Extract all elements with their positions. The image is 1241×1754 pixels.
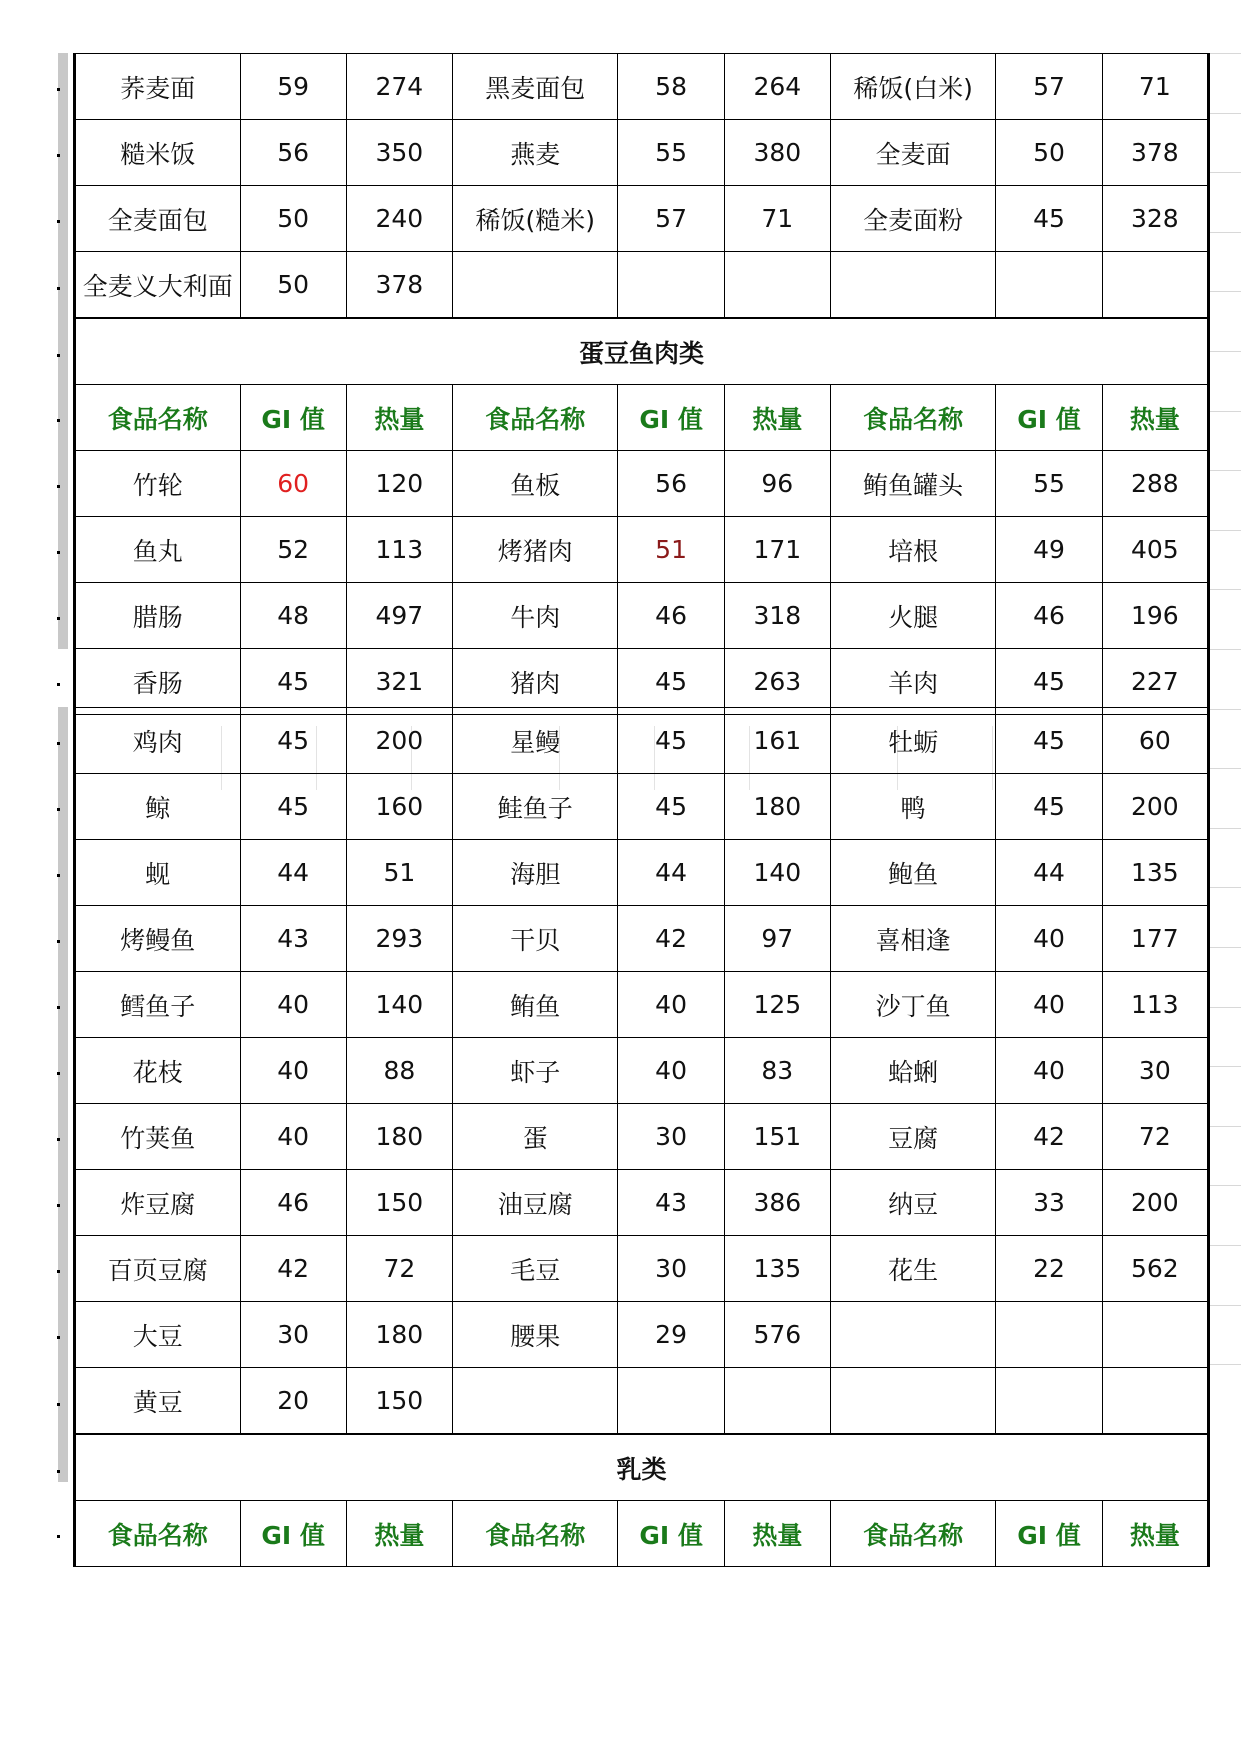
ghost-grid-line xyxy=(1210,1364,1241,1365)
gi-value-cell: 45 xyxy=(618,649,724,715)
gi-value-cell: 50 xyxy=(240,186,346,252)
table-row xyxy=(75,583,1209,649)
calorie-cell xyxy=(1102,1368,1208,1435)
calorie-cell xyxy=(724,1368,830,1435)
food-name-cell: 干贝 xyxy=(452,906,618,972)
calorie-cell: 140 xyxy=(724,840,830,906)
gi-value-cell: 42 xyxy=(240,1236,346,1302)
food-name-cell: 竹荚鱼 xyxy=(75,1104,241,1170)
gi-value-cell: 44 xyxy=(618,840,724,906)
food-name-cell: 全麦面包 xyxy=(75,186,241,252)
food-name-cell: 腊肠 xyxy=(75,583,241,649)
ghost-grid-line xyxy=(1210,530,1241,531)
food-name-cell: 鱼丸 xyxy=(75,517,241,583)
ghost-grid-line xyxy=(1210,53,1241,54)
food-name-cell: 烤鳗鱼 xyxy=(75,906,241,972)
gi-value-cell: 40 xyxy=(996,906,1102,972)
calorie-cell: 562 xyxy=(1102,1236,1208,1302)
gi-value-cell: 56 xyxy=(240,120,346,186)
calorie-cell: 97 xyxy=(724,906,830,972)
row-marker-dot xyxy=(57,940,60,943)
food-name-cell xyxy=(830,1368,996,1435)
calorie-cell: 288 xyxy=(1102,451,1208,517)
table-row xyxy=(75,1368,1209,1435)
gi-value-cell: 45 xyxy=(240,774,346,840)
calorie-cell: 71 xyxy=(724,186,830,252)
calorie-cell: 71 xyxy=(1102,54,1208,120)
header-gi-value: GI 值 xyxy=(996,1501,1102,1567)
header-gi-value: GI 值 xyxy=(996,385,1102,451)
food-name-cell: 毛豆 xyxy=(452,1236,618,1302)
food-name-cell: 蛤蜊 xyxy=(830,1038,996,1104)
calorie-cell: 72 xyxy=(346,1236,452,1302)
food-name-cell: 羊肉 xyxy=(830,649,996,715)
header-food-name: 食品名称 xyxy=(830,385,996,451)
header-calories: 热量 xyxy=(724,385,830,451)
section-title-row xyxy=(75,1434,1209,1501)
gi-value-cell: 45 xyxy=(996,708,1102,774)
calorie-cell: 405 xyxy=(1102,517,1208,583)
ghost-grid-line xyxy=(1210,828,1241,829)
food-name-cell: 鸭 xyxy=(830,774,996,840)
gi-value-cell: 55 xyxy=(996,451,1102,517)
calorie-cell: 151 xyxy=(724,1104,830,1170)
gi-value-cell: 50 xyxy=(996,120,1102,186)
calorie-cell: 125 xyxy=(724,972,830,1038)
row-marker-dot xyxy=(57,154,60,157)
table-row xyxy=(75,1104,1209,1170)
food-name-cell xyxy=(830,252,996,319)
food-name-cell: 全麦面粉 xyxy=(830,186,996,252)
food-name-cell xyxy=(830,1302,996,1368)
food-name-cell: 花生 xyxy=(830,1236,996,1302)
gi-value-cell: 46 xyxy=(996,583,1102,649)
gi-value-cell: 44 xyxy=(240,840,346,906)
ghost-grid-line xyxy=(1210,1185,1241,1186)
gi-value-cell: 44 xyxy=(996,840,1102,906)
table-row xyxy=(75,252,1209,319)
calorie-cell: 135 xyxy=(1102,840,1208,906)
calorie-cell: 263 xyxy=(724,649,830,715)
calorie-cell: 60 xyxy=(1102,708,1208,774)
calorie-cell: 160 xyxy=(346,774,452,840)
row-marker-dot xyxy=(57,1403,60,1406)
calorie-cell: 180 xyxy=(724,774,830,840)
food-name-cell: 腰果 xyxy=(452,1302,618,1368)
header-food-name: 食品名称 xyxy=(75,1501,241,1567)
food-name-cell: 蚬 xyxy=(75,840,241,906)
gi-value-cell: 52 xyxy=(240,517,346,583)
gi-value-cell: 29 xyxy=(618,1302,724,1368)
gi-value-cell: 30 xyxy=(240,1302,346,1368)
table-row xyxy=(75,906,1209,972)
food-name-cell: 全麦面 xyxy=(830,120,996,186)
row-marker-dot xyxy=(57,1470,60,1473)
food-name-cell: 鲑鱼子 xyxy=(452,774,618,840)
gi-value-cell xyxy=(996,252,1102,319)
gi-value-cell: 45 xyxy=(240,649,346,715)
table-row xyxy=(75,774,1209,840)
column-header-row xyxy=(75,385,1209,451)
food-name-cell: 蛋 xyxy=(452,1104,618,1170)
gi-value-cell: 30 xyxy=(618,1104,724,1170)
gi-value-cell: 48 xyxy=(240,583,346,649)
header-food-name: 食品名称 xyxy=(830,1501,996,1567)
table-row xyxy=(75,1038,1209,1104)
gi-value-cell: 58 xyxy=(618,54,724,120)
ghost-grid-line xyxy=(1210,411,1241,412)
food-name-cell: 海胆 xyxy=(452,840,618,906)
ghost-grid-line xyxy=(1210,1007,1241,1008)
ghost-grid-line xyxy=(1210,1126,1241,1127)
food-name-cell: 稀饭(白米) xyxy=(830,54,996,120)
calorie-cell: 180 xyxy=(346,1104,452,1170)
ghost-grid-line xyxy=(1210,291,1241,292)
row-gutter-top xyxy=(58,53,68,649)
gi-value-cell: 46 xyxy=(240,1170,346,1236)
calorie-cell: 350 xyxy=(346,120,452,186)
calorie-cell xyxy=(724,252,830,319)
gi-value-cell: 59 xyxy=(240,54,346,120)
table-row xyxy=(75,840,1209,906)
gi-value-cell: 57 xyxy=(618,186,724,252)
ghost-grid-line xyxy=(1210,887,1241,888)
calorie-cell: 576 xyxy=(724,1302,830,1368)
calorie-cell xyxy=(1102,1302,1208,1368)
food-name-cell: 虾子 xyxy=(452,1038,618,1104)
header-gi-value: GI 值 xyxy=(618,1501,724,1567)
calorie-cell: 113 xyxy=(346,517,452,583)
food-name-cell: 鱼板 xyxy=(452,451,618,517)
gi-value-cell: 40 xyxy=(240,1038,346,1104)
gi-table-page-1 xyxy=(73,53,1210,715)
gi-table-page-2 xyxy=(73,707,1210,1567)
food-name-cell: 培根 xyxy=(830,517,996,583)
food-name-cell: 花枝 xyxy=(75,1038,241,1104)
food-name-cell xyxy=(452,1368,618,1435)
header-food-name: 食品名称 xyxy=(452,1501,618,1567)
row-marker-dot xyxy=(57,1535,60,1538)
row-marker-dot xyxy=(57,485,60,488)
ghost-grid-line xyxy=(1210,649,1241,650)
gi-value-cell: 60 xyxy=(240,451,346,517)
row-marker-dot xyxy=(57,1270,60,1273)
food-name-cell: 竹轮 xyxy=(75,451,241,517)
section-title: 蛋豆鱼肉类 xyxy=(75,318,1209,385)
gi-value-cell: 56 xyxy=(618,451,724,517)
header-gi-value: GI 值 xyxy=(618,385,724,451)
food-name-cell: 油豆腐 xyxy=(452,1170,618,1236)
header-food-name: 食品名称 xyxy=(75,385,241,451)
calorie-cell: 72 xyxy=(1102,1104,1208,1170)
ghost-grid-line xyxy=(1210,232,1241,233)
gi-value-cell: 33 xyxy=(996,1170,1102,1236)
table-row xyxy=(75,186,1209,252)
table-row xyxy=(75,517,1209,583)
food-name-cell: 全麦义大利面 xyxy=(75,252,241,319)
ghost-grid-line xyxy=(1210,351,1241,352)
calorie-cell: 150 xyxy=(346,1368,452,1435)
gi-value-cell: 20 xyxy=(240,1368,346,1435)
table-row xyxy=(75,120,1209,186)
food-name-cell: 黄豆 xyxy=(75,1368,241,1435)
food-name-cell: 鲔鱼 xyxy=(452,972,618,1038)
row-marker-dot xyxy=(57,742,60,745)
row-marker-dot xyxy=(57,287,60,290)
food-name-cell: 鲔鱼罐头 xyxy=(830,451,996,517)
ghost-grid-line xyxy=(1210,1245,1241,1246)
calorie-cell: 200 xyxy=(346,708,452,774)
calorie-cell: 150 xyxy=(346,1170,452,1236)
food-name-cell: 香肠 xyxy=(75,649,241,715)
food-name-cell: 沙丁鱼 xyxy=(830,972,996,1038)
food-name-cell: 鲍鱼 xyxy=(830,840,996,906)
gi-value-cell xyxy=(996,1368,1102,1435)
food-name-cell: 鸡肉 xyxy=(75,708,241,774)
food-name-cell: 鲸 xyxy=(75,774,241,840)
gi-value-cell: 45 xyxy=(996,649,1102,715)
gi-value-cell: 45 xyxy=(240,708,346,774)
table-row xyxy=(75,1170,1209,1236)
food-name-cell: 黑麦面包 xyxy=(452,54,618,120)
gi-value-cell: 22 xyxy=(996,1236,1102,1302)
calorie-cell: 140 xyxy=(346,972,452,1038)
row-marker-dot xyxy=(57,683,60,686)
gi-value-cell: 40 xyxy=(618,972,724,1038)
food-name-cell: 烤猪肉 xyxy=(452,517,618,583)
header-calories: 热量 xyxy=(346,1501,452,1567)
food-name-cell: 糙米饭 xyxy=(75,120,241,186)
gi-value-cell: 55 xyxy=(618,120,724,186)
calorie-cell xyxy=(1102,252,1208,319)
calorie-cell: 240 xyxy=(346,186,452,252)
row-marker-dot xyxy=(57,1336,60,1339)
table-row xyxy=(75,708,1209,774)
food-name-cell: 牛肉 xyxy=(452,583,618,649)
calorie-cell: 380 xyxy=(724,120,830,186)
section-title-row xyxy=(75,318,1209,385)
food-name-cell: 鳕鱼子 xyxy=(75,972,241,1038)
row-marker-dot xyxy=(57,1138,60,1141)
gi-value-cell: 42 xyxy=(996,1104,1102,1170)
gi-value-cell: 46 xyxy=(618,583,724,649)
ghost-grid-line xyxy=(1210,1305,1241,1306)
calorie-cell: 135 xyxy=(724,1236,830,1302)
food-name-cell: 稀饭(糙米) xyxy=(452,186,618,252)
gi-value-cell: 49 xyxy=(996,517,1102,583)
table-row xyxy=(75,649,1209,715)
gi-value-cell xyxy=(618,1368,724,1435)
header-gi-value: GI 值 xyxy=(240,385,346,451)
gi-value-cell: 43 xyxy=(618,1170,724,1236)
food-name-cell: 豆腐 xyxy=(830,1104,996,1170)
calorie-cell: 497 xyxy=(346,583,452,649)
gi-value-cell: 40 xyxy=(618,1038,724,1104)
gi-value-cell: 42 xyxy=(618,906,724,972)
food-name-cell: 星鳗 xyxy=(452,708,618,774)
calorie-cell: 196 xyxy=(1102,583,1208,649)
ghost-grid-line xyxy=(1210,709,1241,710)
calorie-cell: 30 xyxy=(1102,1038,1208,1104)
calorie-cell: 161 xyxy=(724,708,830,774)
calorie-cell: 264 xyxy=(724,54,830,120)
ghost-grid-line xyxy=(1210,589,1241,590)
food-name-cell: 纳豆 xyxy=(830,1170,996,1236)
ghost-grid-line xyxy=(1210,470,1241,471)
calorie-cell: 88 xyxy=(346,1038,452,1104)
gi-value-cell: 40 xyxy=(240,1104,346,1170)
gi-value-cell: 50 xyxy=(240,252,346,319)
calorie-cell: 321 xyxy=(346,649,452,715)
food-name-cell: 百页豆腐 xyxy=(75,1236,241,1302)
food-name-cell: 燕麦 xyxy=(452,120,618,186)
row-marker-dot xyxy=(57,88,60,91)
row-gutter-bottom xyxy=(58,707,68,1482)
gi-value-cell: 40 xyxy=(996,972,1102,1038)
calorie-cell: 200 xyxy=(1102,774,1208,840)
gi-value-cell xyxy=(996,1302,1102,1368)
gi-value-cell: 45 xyxy=(618,708,724,774)
section-title: 乳类 xyxy=(75,1434,1209,1501)
food-name-cell: 炸豆腐 xyxy=(75,1170,241,1236)
food-name-cell: 火腿 xyxy=(830,583,996,649)
calorie-cell: 378 xyxy=(346,252,452,319)
header-food-name: 食品名称 xyxy=(452,385,618,451)
calorie-cell: 171 xyxy=(724,517,830,583)
ghost-grid-line xyxy=(1210,1066,1241,1067)
row-marker-dot xyxy=(57,1006,60,1009)
header-calories: 热量 xyxy=(1102,385,1208,451)
ghost-grid-line xyxy=(1210,172,1241,173)
calorie-cell: 274 xyxy=(346,54,452,120)
ghost-grid-line xyxy=(1210,113,1241,114)
calorie-cell: 120 xyxy=(346,451,452,517)
ghost-grid-line xyxy=(1210,947,1241,948)
header-calories: 热量 xyxy=(724,1501,830,1567)
calorie-cell: 113 xyxy=(1102,972,1208,1038)
row-marker-dot xyxy=(57,808,60,811)
calorie-cell: 51 xyxy=(346,840,452,906)
row-marker-dot xyxy=(57,551,60,554)
calorie-cell: 318 xyxy=(724,583,830,649)
food-name-cell: 大豆 xyxy=(75,1302,241,1368)
gi-value-cell xyxy=(618,252,724,319)
food-name-cell: 牡蛎 xyxy=(830,708,996,774)
table-row xyxy=(75,1302,1209,1368)
table-row xyxy=(75,1236,1209,1302)
calorie-cell: 83 xyxy=(724,1038,830,1104)
header-gi-value: GI 值 xyxy=(240,1501,346,1567)
calorie-cell: 386 xyxy=(724,1170,830,1236)
row-marker-dot xyxy=(57,1072,60,1075)
food-name-cell xyxy=(452,252,618,319)
column-header-row xyxy=(75,1501,1209,1567)
calorie-cell: 293 xyxy=(346,906,452,972)
row-marker-dot xyxy=(57,617,60,620)
calorie-cell: 96 xyxy=(724,451,830,517)
header-calories: 热量 xyxy=(1102,1501,1208,1567)
table-row xyxy=(75,972,1209,1038)
row-marker-dot xyxy=(57,354,60,357)
calorie-cell: 177 xyxy=(1102,906,1208,972)
gi-value-cell: 57 xyxy=(996,54,1102,120)
calorie-cell: 378 xyxy=(1102,120,1208,186)
gi-value-cell: 45 xyxy=(996,186,1102,252)
calorie-cell: 328 xyxy=(1102,186,1208,252)
header-calories: 热量 xyxy=(346,385,452,451)
row-marker-dot xyxy=(57,1204,60,1207)
food-name-cell: 喜相逢 xyxy=(830,906,996,972)
gi-value-cell: 40 xyxy=(240,972,346,1038)
food-name-cell: 荞麦面 xyxy=(75,54,241,120)
row-marker-dot xyxy=(57,419,60,422)
calorie-cell: 227 xyxy=(1102,649,1208,715)
gi-value-cell: 40 xyxy=(996,1038,1102,1104)
row-marker-dot xyxy=(57,874,60,877)
row-marker-dot xyxy=(57,220,60,223)
gi-value-cell: 45 xyxy=(618,774,724,840)
gi-value-cell: 45 xyxy=(996,774,1102,840)
table-row xyxy=(75,451,1209,517)
gi-value-cell: 30 xyxy=(618,1236,724,1302)
calorie-cell: 180 xyxy=(346,1302,452,1368)
gi-value-cell: 51 xyxy=(618,517,724,583)
food-name-cell: 猪肉 xyxy=(452,649,618,715)
calorie-cell: 200 xyxy=(1102,1170,1208,1236)
gi-value-cell: 43 xyxy=(240,906,346,972)
table-row xyxy=(75,54,1209,120)
